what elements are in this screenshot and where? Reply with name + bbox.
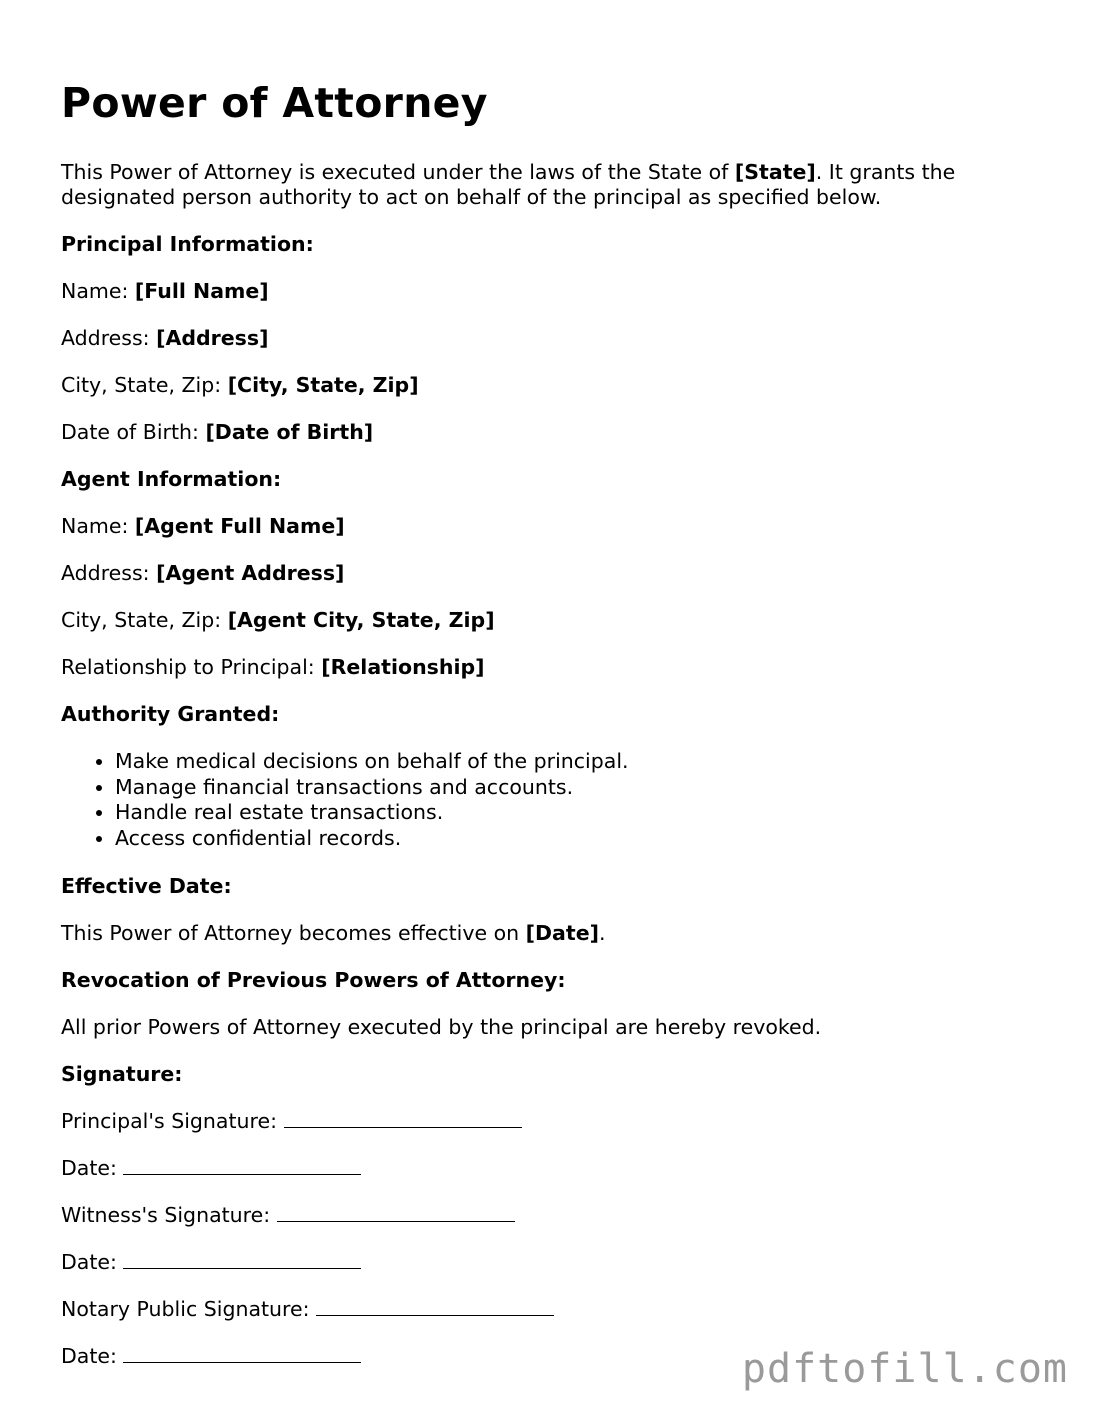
principal-dob-field: Date of Birth: [Date of Birth] — [61, 420, 374, 444]
principal-name-field: Name: [Full Name] — [61, 279, 269, 303]
revocation-text: All prior Powers of Attorney executed by the principal are hereby revoked. — [61, 1014, 822, 1039]
notary-signature-line[interactable] — [316, 1297, 554, 1316]
witness-signature-field: Witness's Signature: — [61, 1203, 1041, 1228]
principal-date-line[interactable] — [123, 1156, 361, 1175]
agent-heading: Agent Information: — [61, 467, 282, 491]
effective-heading: Effective Date: — [61, 873, 232, 898]
watermark: pdftofill.com — [741, 1346, 1068, 1392]
agent-name-field: Name: [Agent Full Name] — [61, 514, 345, 538]
date-placeholder: [Date] — [525, 920, 599, 945]
agent-relationship-field: Relationship to Principal: [Relationship] — [61, 655, 485, 679]
list-item: • Access confidential records. — [115, 826, 1041, 852]
list-item: • Make medical decisions on behalf of the principal. — [115, 749, 1041, 775]
notary-date-field: Date: — [61, 1344, 1041, 1369]
principal-signature-field: Principal's Signature: — [61, 1109, 1041, 1134]
authority-heading: Authority Granted: — [61, 702, 280, 726]
list-item: • Handle real estate transactions. — [115, 800, 1041, 826]
effective-text: This Power of Attorney becomes effective on [Date]. — [61, 920, 606, 945]
authority-list — [61, 749, 1041, 852]
list-item: • Manage financial transactions and accounts. — [115, 775, 1041, 801]
principal-signature-line[interactable] — [284, 1109, 522, 1128]
state-placeholder: [State] — [734, 160, 816, 184]
notary-signature-field: Notary Public Signature: — [61, 1297, 1041, 1322]
agent-address-field: Address: [Agent Address] — [61, 561, 345, 585]
document-page — [61, 74, 1041, 1369]
notary-date-line[interactable] — [123, 1344, 361, 1363]
revocation-heading: Revocation of Previous Powers of Attorney: — [61, 967, 566, 992]
principal-date-field: Date: — [61, 1156, 1041, 1181]
page-title: Power of Attorney — [61, 79, 488, 127]
witness-date-field: Date: — [61, 1250, 1041, 1275]
intro-paragraph: This Power of Attorney is executed under the laws of the State of [State]. It grants the designated person authority to act on behalf of the principal as specified below. — [61, 160, 956, 209]
principal-city-field: City, State, Zip: [City, State, Zip] — [61, 373, 419, 397]
signature-heading: Signature: — [61, 1061, 183, 1086]
witness-date-line[interactable] — [123, 1250, 361, 1269]
witness-signature-line[interactable] — [277, 1203, 515, 1222]
principal-heading: Principal Information: — [61, 232, 314, 256]
principal-address-field: Address: [Address] — [61, 326, 269, 350]
agent-city-field: City, State, Zip: [Agent City, State, Zip] — [61, 608, 495, 632]
